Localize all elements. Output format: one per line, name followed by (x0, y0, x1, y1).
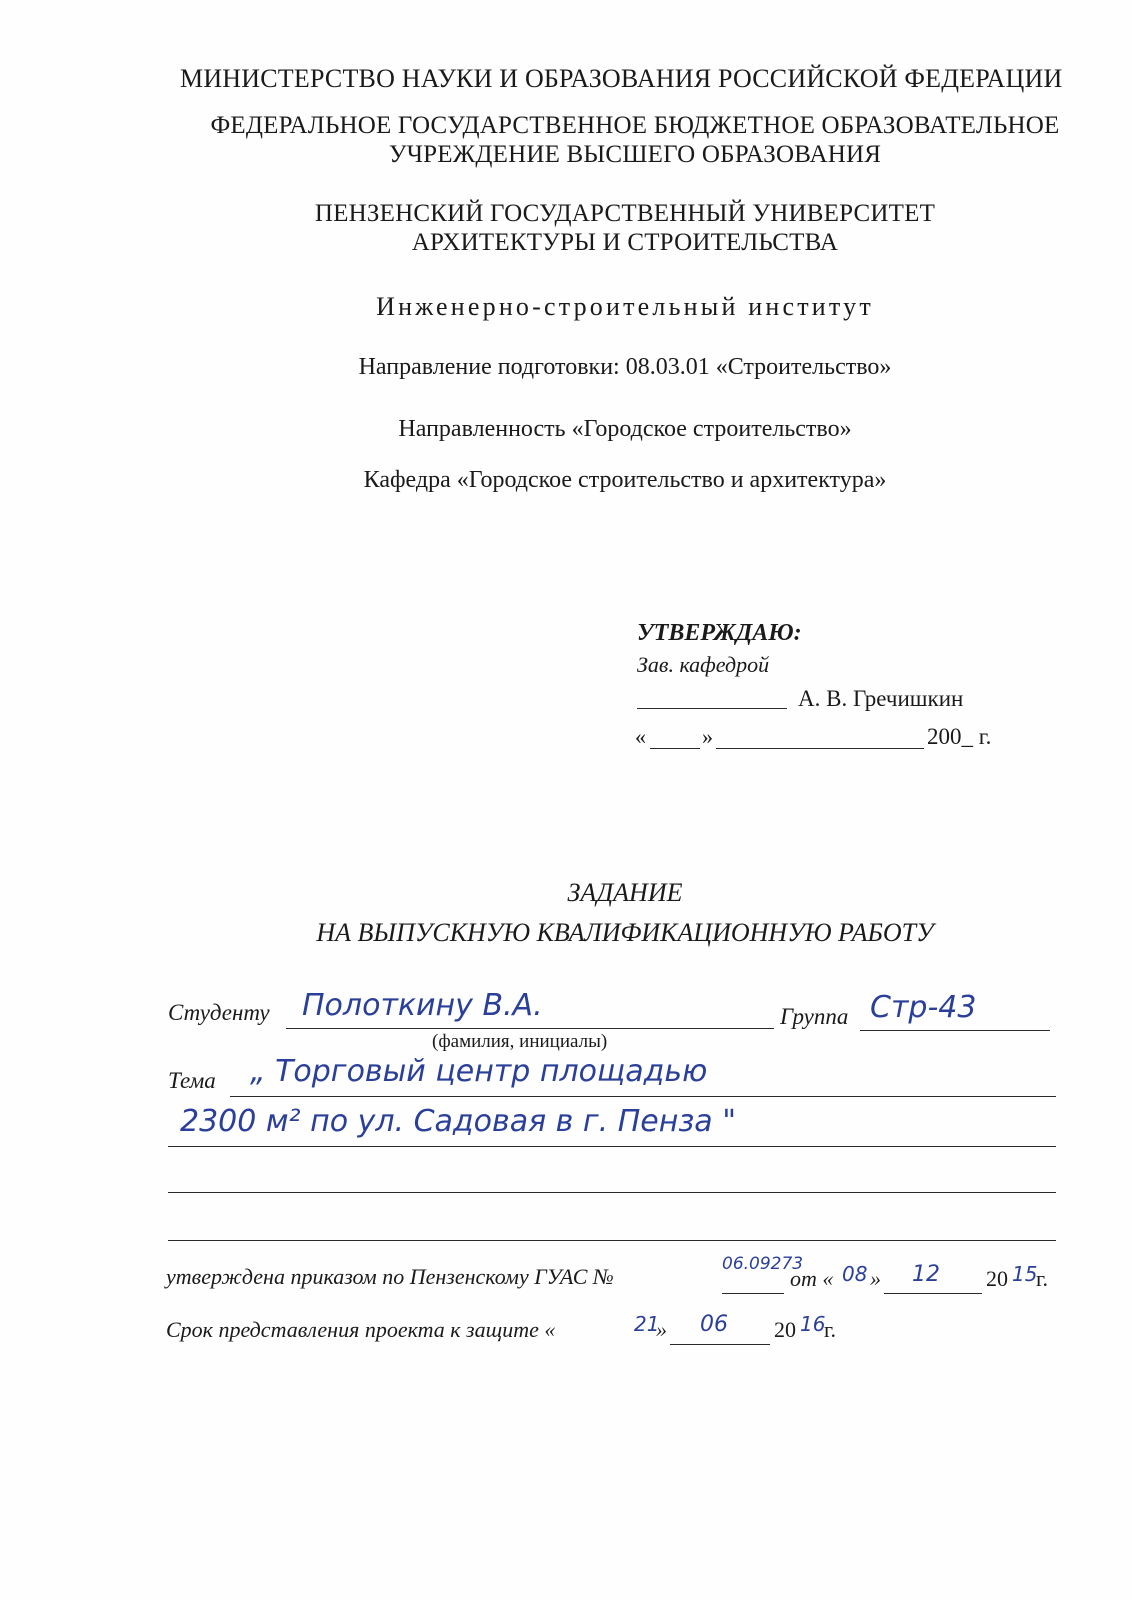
ministry-heading: МИНИСТЕРСТВО НАУКИ И ОБРАЗОВАНИЯ РОССИЙСКОЙ ФЕДЕРАЦИИ (180, 64, 1063, 93)
training-focus: Направленность «Городское строительство» (398, 416, 852, 442)
deadline-day: 21 (634, 1312, 660, 1336)
deadline-year-prefix: 20 (774, 1317, 796, 1342)
deadline-day-close: » (656, 1317, 667, 1342)
approval-day-line (650, 748, 700, 749)
university-heading-line2: АРХИТЕКТУРЫ И СТРОИТЕЛЬСТВА (411, 229, 839, 256)
assignment-subtitle: НА ВЫПУСКНУЮ КВАЛИФИКАЦИОННУЮ РАБОТУ (316, 918, 934, 947)
order-day-close: » (870, 1266, 881, 1291)
approval-date-open: « (635, 724, 646, 749)
approval-signer: А. В. Гречишкин (798, 686, 964, 711)
order-number-line (722, 1293, 784, 1294)
institution-heading-line2: УЧРЕЖДЕНИЕ ВЫСШЕГО ОБРАЗОВАНИЯ (388, 141, 882, 168)
deadline-year-suffix: 16 (800, 1312, 826, 1336)
institute-name: Инженерно-строительный институт (376, 292, 874, 321)
approval-role: Зав. кафедрой (637, 652, 770, 677)
order-label: утверждена приказом по Пензенскому ГУАС № (166, 1264, 614, 1289)
deadline-year-end: г. (824, 1317, 837, 1342)
approval-title: УТВЕРЖДАЮ: (637, 620, 802, 646)
group-line (860, 1030, 1050, 1031)
topic-label: Тема (168, 1068, 216, 1093)
topic-value-line2: 2300 м² по ул. Садовая в г. Пенза " (180, 1104, 737, 1139)
topic-line-3 (168, 1192, 1056, 1193)
order-day: 08 (842, 1262, 868, 1286)
order-month: 12 (912, 1262, 940, 1287)
name-caption: (фамилия, инициалы) (432, 1031, 608, 1052)
order-number: 06.09273 (722, 1254, 804, 1274)
group-value: Стр-43 (870, 990, 977, 1025)
order-year-prefix: 20 (986, 1266, 1008, 1291)
university-heading-line1: ПЕНЗЕНСКИЙ ГОСУДАРСТВЕННЫЙ УНИВЕРСИТЕТ (314, 200, 936, 227)
order-month-line (884, 1293, 982, 1294)
assignment-title: ЗАДАНИЕ (567, 878, 683, 907)
deadline-month-line (670, 1344, 770, 1345)
institution-heading-line1: ФЕДЕРАЛЬНОЕ ГОСУДАРСТВЕННОЕ БЮДЖЕТНОЕ ОБРАЗОВАТЕЛЬНОЕ (210, 112, 1060, 139)
approval-month-line (716, 748, 924, 749)
student-value: Полоткину В.А. (302, 988, 543, 1023)
topic-line-2 (168, 1146, 1056, 1147)
approval-year: 200_ г. (927, 724, 992, 749)
topic-value-line1: „ Торговый центр площадью (250, 1054, 708, 1089)
order-year-end: г. (1036, 1266, 1049, 1291)
topic-line-1 (230, 1096, 1056, 1097)
deadline-label: Срок представления проекта к защите « (166, 1317, 556, 1342)
student-line (286, 1028, 774, 1029)
order-from: от « (790, 1266, 834, 1291)
training-direction: Направление подготовки: 08.03.01 «Строительство» (358, 354, 892, 380)
approval-date-close: » (702, 724, 713, 749)
topic-line-4 (168, 1240, 1056, 1241)
deadline-month: 06 (700, 1312, 728, 1337)
department-name: Кафедра «Городское строительство и архитектура» (363, 467, 887, 493)
student-label: Студенту (168, 1000, 270, 1025)
group-label: Группа (780, 1004, 849, 1029)
approval-signature-line (637, 708, 787, 709)
order-year-suffix: 15 (1012, 1262, 1038, 1286)
